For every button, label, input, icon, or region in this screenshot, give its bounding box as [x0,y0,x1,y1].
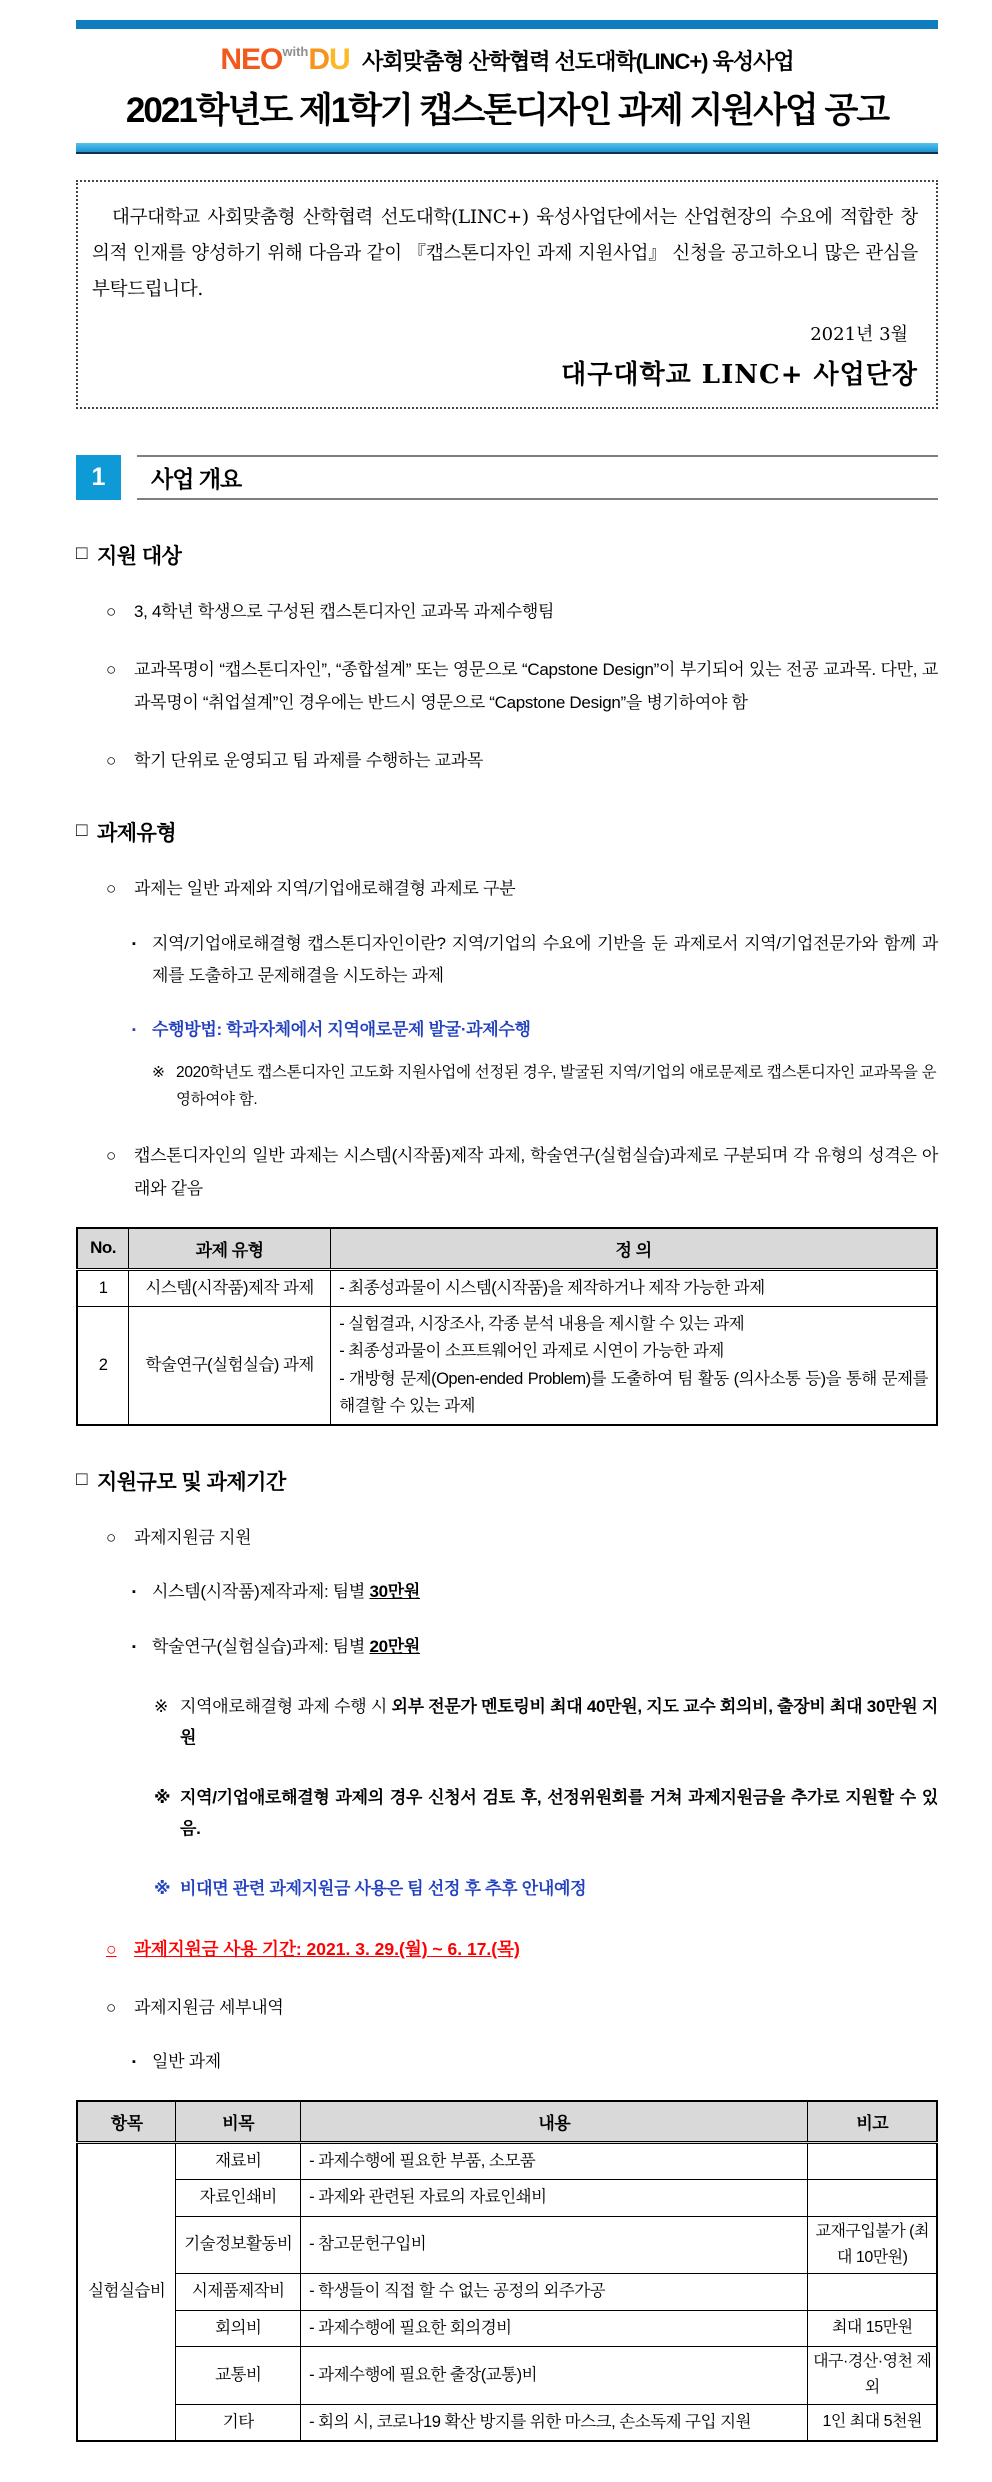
circle-bullet-icon: ○ [106,602,116,622]
content-cell: - 과제와 관련된 자료의 자료인쇄비 [301,2180,808,2216]
logo-du-d-text: D [308,43,330,76]
fund-research-sub-item [132,1631,938,1663]
top-divider-bar [76,20,938,29]
heading-support-scale-label: 지원규모 및 과제기간 [96,1471,286,1495]
task-type-table [76,1227,938,1426]
support-target-item-1 [106,596,938,628]
remark-cell [808,2143,937,2180]
row-1-definition: - 최종성과물이 시스템(시작품)을 제작하거나 제작 가능한 과제 [339,1278,765,1297]
task-type-table-header-row [77,1228,937,1270]
small-square-bullet-icon: ▪ [132,1640,136,1653]
content-cell: - 과제수행에 필요한 회의경비 [301,2310,808,2346]
circle-bullet-icon: ○ [106,1997,116,2017]
document-title: 2021학년도 제1학기 캡스톤디자인 과제 지원사업 공고 [125,91,889,130]
item-cell: 시제품제작비 [176,2274,301,2310]
table-row [77,2310,937,2346]
circle-bullet-icon: ○ [106,879,116,899]
item-cell: 기술정보활동비 [176,2216,301,2274]
col-header-category: 항목 [77,2101,176,2143]
content-cell: - 과제수행에 필요한 출장(교통)비 [301,2346,808,2404]
fund-system-prefix: 시스템(시작품)제작과제: 팀별 [152,1582,370,1602]
reference-mark-icon: ※ [154,1787,171,1807]
section-title-rule [137,455,938,500]
logo-with-text: with [282,44,309,59]
row-2-definition-1: - 실험결과, 시장조사, 각종 분석 내용을 제시할 수 있는 과제 [339,1315,745,1334]
row-2-type: 학술연구(실험실습) 과제 [129,1307,331,1425]
task-type-sub-2-text: 수행방법: 학과자체에서 지역애로문제 발굴·과제수행 [152,1020,531,1040]
general-task-sub-item-text: 일반 과제 [152,2051,221,2071]
remark-cell: 대구·경산·영천 제외 [808,2346,937,2404]
task-type-item-2-text: 캡스톤디자인의 일반 과제는 시스템(시작품)제작 과제, 학술연구(실험실습)과제로 구분되며 각 유형의 성격은 아래와 같음 [134,1146,938,1198]
fund-detail-table-header-row [77,2101,937,2143]
table-row [77,2274,937,2310]
fund-research-amount: 20만원 [369,1636,421,1656]
remark-cell [808,2180,937,2216]
content-cell: - 학생들이 직접 할 수 없는 공정의 외주가공 [301,2274,808,2310]
fund-system-sub-item [132,1576,938,1608]
reference-mark-icon: ※ [152,1063,165,1081]
program-name: 사회맞춤형 산학협력 선도대학(LINC+) 육성사업 [362,49,794,74]
fund-research-sub-item-text [152,1631,938,1663]
table-row [77,2216,937,2274]
logo-du-u-text: U [329,43,350,76]
small-square-bullet-icon: ▪ [132,937,136,950]
task-type-sub-1 [132,928,938,993]
heading-support-scale [76,1466,938,1496]
intro-box [76,180,938,409]
item-cell: 재료비 [176,2143,301,2180]
category-cell: 실험실습비 [77,2143,176,2441]
circle-bullet-icon: ○ [106,751,116,771]
item-cell: 회의비 [176,2310,301,2346]
task-type-item-1 [106,873,938,905]
item-cell: 기타 [176,2404,301,2441]
remark-cell: 1인 최대 5천원 [808,2404,937,2441]
circle-bullet-icon: ○ [106,1939,117,1960]
table-row [77,2346,937,2404]
support-target-item-3 [106,745,938,777]
task-type-sub-1-text: 지역/기업애로해결형 캡스톤디자인이란? 지역/기업의 수요에 기반을 둔 과제로서 지역/기업전문가와 함께 과제를 도출하고 문제해결을 시도하는 과제 [152,933,938,985]
remark-cell: 최대 15만원 [808,2310,937,2346]
fund-usage-period [106,1934,938,1966]
scale-note-3 [154,1873,938,1904]
remark-cell: 교재구입불가 (최대 10만원) [808,2216,937,2274]
col-header-content: 내용 [301,2101,808,2143]
scale-note-2 [154,1782,938,1845]
reference-mark-icon: ※ [154,1696,168,1716]
item-cell: 교통비 [176,2346,301,2404]
content-cell: - 회의 시, 코로나19 확산 방지를 위한 마스크, 손소독제 구입 지원 [301,2404,808,2441]
support-target-item-1-text: 3, 4학년 학생으로 구성된 캡스톤디자인 교과목 과제수행팀 [134,602,555,622]
heading-support-target-label: 지원 대상 [96,545,182,569]
support-target-item-2-text: 교과목명이 “캡스톤디자인”, “종합설계” 또는 영문으로 “Capstone Design”이 부기되어 있는 전공 교과목. 다만, 교과목명이 “취업설계”인 경우에는 반드시 영문으로 “Capstone Design”을 병기하여야 함 [134,660,938,712]
support-target-item-2 [106,654,938,719]
col-header-definition: 정 의 [331,1228,937,1270]
col-header-no: No. [77,1228,129,1270]
col-header-item: 비목 [176,2101,301,2143]
scale-note-3-text: 비대면 관련 과제지원금 사용은 팀 선정 후 추후 안내예정 [180,1878,587,1898]
scale-note-2-text: 지역/기업애로해결형 과제의 경우 신청서 검토 후, 선정위원회를 거쳐 과제지원금을 추가로 지원할 수 있음. [180,1787,938,1839]
circle-bullet-icon: ○ [106,1528,116,1548]
intro-signer: 대구대학교 LINC+ 사업단장 [561,360,918,391]
scale-note-1-bold: 외부 전문가 멘토링비 최대 40만원, 지도 교수 회의비, 출장비 최대 30만원 지원 [180,1696,938,1748]
fund-support-item [106,1522,938,1554]
fund-support-item-text: 과제지원금 지원 [134,1528,252,1548]
section-1-header [76,455,938,500]
col-header-type: 과제 유형 [129,1228,331,1270]
remark-cell [808,2274,937,2310]
reference-mark-icon: ※ [154,1878,171,1898]
fund-detail-item-text: 과제지원금 세부내역 [134,1997,284,2017]
col-header-remark: 비고 [808,2101,937,2143]
title-underline-bar [76,143,938,154]
section-number-badge: 1 [76,455,121,500]
header-logo-line [76,43,938,77]
scale-note-1-text [180,1691,938,1754]
section-title: 사업 개요 [151,466,242,493]
content-cell: - 과제수행에 필요한 부품, 소모품 [301,2143,808,2180]
intro-paragraph: 대구대학교 사회맞춤형 산학협력 선도대학(LINC+) 육성사업단에서는 산업현장의 수요에 적합한 창의적 인재를 양성하기 위해 다음과 같이 『캡스톤디자인 과제 지원사업』 신청을 공고하오니 많은 관심을 부탁드립니다. [92,207,918,301]
fund-system-sub-item-text [152,1576,938,1608]
circle-bullet-icon: ○ [106,660,116,680]
content-cell: - 참고문헌구입비 [301,2216,808,2274]
task-type-sub-2-method [132,1014,938,1046]
task-type-ref-note [152,1059,938,1115]
task-type-item-1-text: 과제는 일반 과제와 지역/기업애로해결형 과제로 구분 [134,879,516,899]
support-target-item-3-text: 학기 단위로 운영되고 팀 과제를 수행하는 교과목 [134,751,483,771]
heading-task-type [76,817,938,847]
small-square-bullet-icon: ▪ [132,1586,136,1599]
heading-task-type-label: 과제유형 [96,822,177,846]
table-row [77,2143,937,2180]
circle-bullet-icon: ○ [106,1146,116,1166]
row-2-definition-2: - 최종성과물이 소프트웨어인 과제로 시연이 가능한 과제 [339,1342,724,1361]
square-bullet-icon: □ [76,820,87,842]
small-square-bullet-icon: ▪ [132,1024,136,1037]
fund-research-prefix: 학술연구(실험실습)과제: 팀별 [152,1636,370,1656]
small-square-bullet-icon: ▪ [132,2055,136,2068]
general-task-sub-item [132,2046,938,2078]
fund-usage-period-text: 과제지원금 사용 기간: 2021. 3. 29.(월) ~ 6. 17.(목) [134,1939,520,1960]
row-2-no: 2 [77,1307,129,1425]
row-1-no: 1 [77,1269,129,1306]
row-1-type: 시스템(시작품)제작 과제 [129,1269,331,1306]
task-type-item-2 [106,1140,938,1205]
fund-detail-item [106,1992,938,2024]
square-bullet-icon: □ [76,543,87,565]
item-cell: 자료인쇄비 [176,2180,301,2216]
table-row [77,2180,937,2216]
row-2-definition-3: - 개방형 문제(Open-ended Problem)를 도출하여 팀 활동 (의사소통 등)을 통해 문제를 해결할 수 있는 과제 [339,1369,928,1415]
heading-support-target [76,540,938,570]
scale-note-1 [154,1691,938,1754]
intro-date: 2021년 3월 [810,324,908,346]
table-row [77,1307,937,1425]
scale-note-1-prefix: 지역애로해결형 과제 수행 시 [180,1696,392,1716]
logo-neo-text: NEO [220,43,283,76]
fund-detail-table [76,2100,938,2442]
task-type-ref-note-text: 2020학년도 캡스톤디자인 고도화 지원사업에 선정된 경우, 발굴된 지역/기업의 애로문제로 캡스톤디자인 교과목을 운영하여야 함. [176,1063,937,1109]
neo-with-du-logo [220,43,349,76]
fund-system-amount: 30만원 [369,1582,421,1602]
table-row [77,2404,937,2441]
square-bullet-icon: □ [76,1469,87,1491]
table-row [77,1269,937,1306]
